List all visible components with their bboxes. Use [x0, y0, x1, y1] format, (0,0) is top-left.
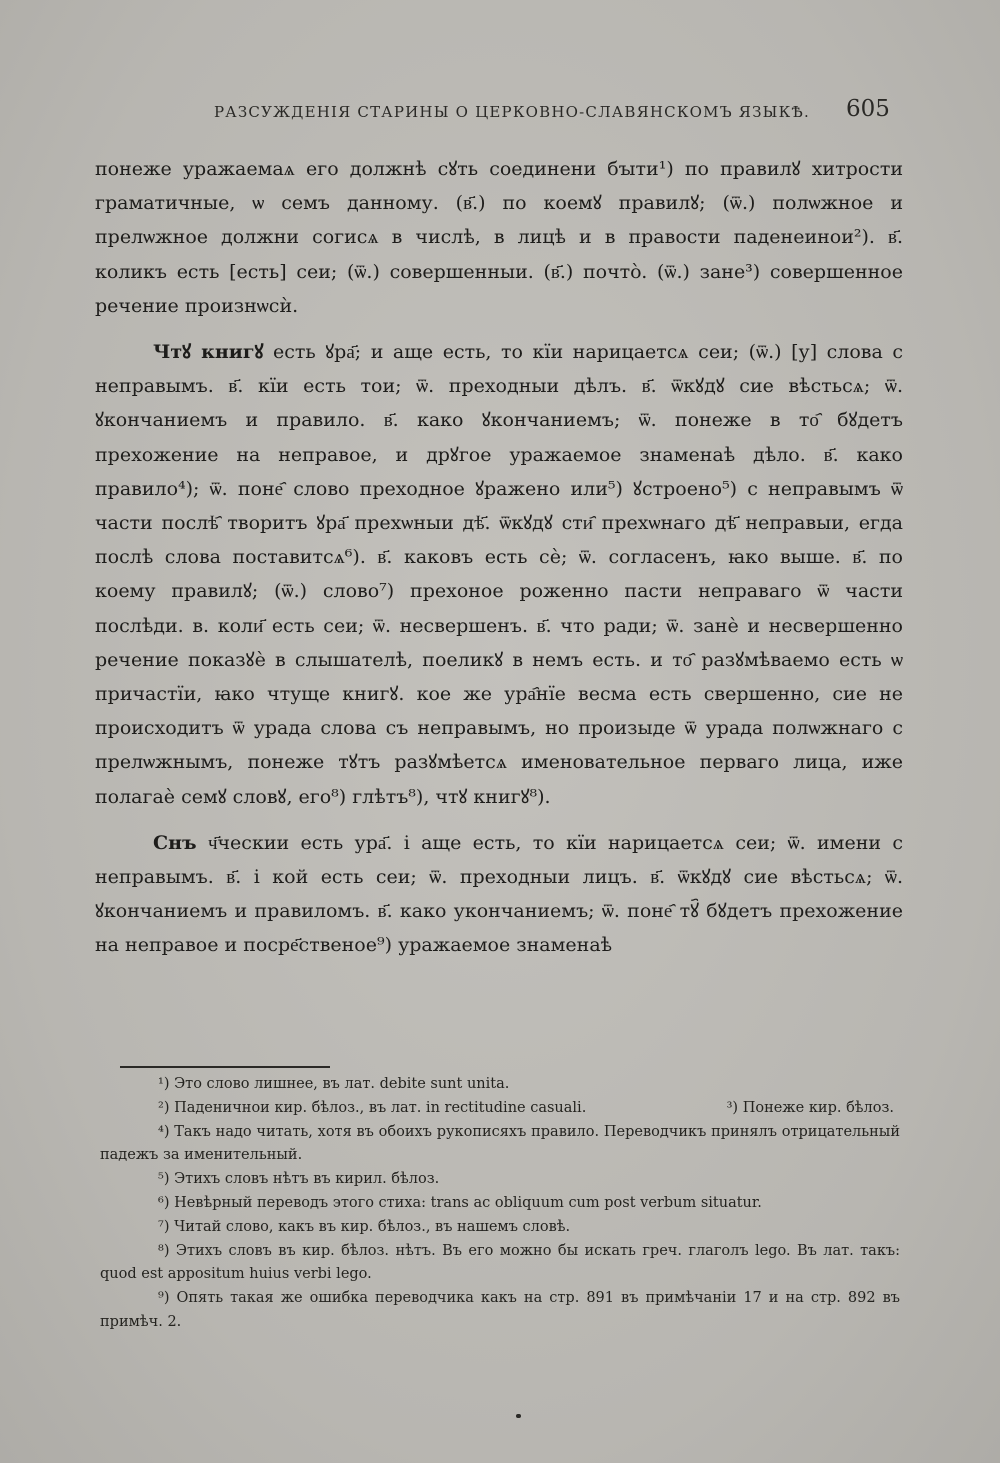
paragraph-1	[95, 152, 903, 323]
footnote-5: ⁵) Этихъ словъ нѣтъ въ кирил. бѣлоз.	[158, 1171, 440, 1188]
footnote-1: ¹) Это слово лишнее, въ лат. debite sunt unita.	[158, 1076, 510, 1092]
footnote-8: ⁸) Этихъ словъ въ кир. бѣлоз. нѣтъ. Въ его можно бы искать греч. глаголъ lego. Въ лат. такъ: quod est appositum huius verbi lego.	[100, 1242, 900, 1283]
paragraph-2	[95, 335, 903, 814]
print-speck	[516, 1414, 521, 1418]
footnotes	[100, 1073, 900, 1335]
paragraph-3-lead: Снъ	[153, 831, 197, 854]
footnote-2: ²) Паденичнои кир. бѣлоз., въ лат. in rectitudine casuali.	[158, 1099, 587, 1116]
footnote-separator	[120, 1066, 330, 1068]
running-header: РАЗСУЖДЕНІЯ СТАРИНЫ О ЦЕРКОВНО-СЛАВЯНСКОМЪ ЯЗЫКѢ.	[214, 103, 811, 121]
page-number: 605	[846, 96, 890, 122]
footnote-row-2-3	[100, 1097, 900, 1121]
paragraph-1-text: понеже уражаемаѧ его должнѣ сꙋть соединени бꙑти¹) по правилꙋ хитрости граматичные, ѡ семъ данному. (в҃.) по коемꙋ правилꙋ; (ѿ.) полѡжное и прелѡжное должни согисѧ в числѣ, в лицѣ и в правости паденеинои²). в҃. коликъ есть [есть] сеи; (ѿ.) совершенныи. (в҃.) почтò. (ѿ.) зане³) совершенное речение произнѡсѝ.	[95, 158, 903, 317]
footnote-6: ⁶) Невѣрный переводъ этого стиха: trans ac obliquum cum post verbum situatur.	[158, 1194, 762, 1211]
paragraph-2-text: есть ꙋра҃; и аще есть, то кїи нарицаетсѧ сеи; (ѿ.) [у] слова с неправымъ. в҃. кїи есть тои; ѿ. преходныи дѣлъ. в҃. ѿкꙋдꙋ сие вѣстьсѧ; ѿ. ꙋкончаниемъ и правило. в҃. како ꙋкончаниемъ; ѿ. понеже в то҄ бꙋдетъ прехожение на неправое, и дрꙋгое уражаемое знаменаѣ дѣло. в҃. како правило⁴); ѿ. поне҄ слово преходное ꙋражено или⁵) ꙋстроено⁵) с неправымъ ѿ части послѣ҄ творитъ ꙋра҃ прехѡныи дѣ҃. ѿкꙋдꙋ сти҄ прехѡнаго дѣ҃ неправыи, егда послѣ слова поставитсѧ⁶). в҃. каковъ есть сѐ; ѿ. согласенъ, ꙗко выше. в҃. по коему правилꙋ; (ѿ.) слово⁷) прехоное роженно пасти неправаго ѿ части послѣди. в. коли҃ есть сеи; ѿ. несвершенъ. в҃. что ради; ѿ. занѐ и несвершенно речение показꙋѐ в слышателѣ, поеликꙋ в немъ есть. и то҄ разꙋмѣваемо есть ѡ причастїи, ꙗко чтуще книгꙋ. кое же ура҄нїе весма есть свершенно, сие не происходитъ ѿ урада слова съ неправымъ, но произыде ѿ урада полѡжнаго с прелѡжнымъ, понеже тꙋтъ разꙋмѣетсѧ именовательное перваго лица, иже полагаѐ семꙋ словꙋ, его⁸) глѣтъ⁸), чтꙋ книгꙋ⁸).	[95, 341, 904, 808]
paragraph-3	[95, 826, 903, 963]
paragraph-2-lead: Чтꙋ книгꙋ	[153, 341, 264, 364]
footnote-9: ⁹) Опять такая же ошибка переводчика какъ на стр. 891 въ примѣчаніи 17 и на стр. 892 въ примѣч. 2.	[100, 1290, 900, 1330]
footnote-3: ³) Понеже кир. бѣлоз.	[726, 1099, 894, 1116]
footnote-4: ⁴) Такъ надо читать, хотя въ обоихъ рукописяхъ правило. Переводчикъ принялъ отрицательный падежъ за именительный.	[100, 1123, 900, 1164]
body-text	[95, 152, 903, 963]
footnote-7: ⁷) Читай слово, какъ въ кир. бѣлоз., въ нашемъ словѣ.	[158, 1218, 571, 1235]
paragraph-3-text: ч҃ческии есть ура҃. і аще есть, то кїи нарицаетсѧ сеи; ѿ. имени с неправымъ. в҃. і кой есть сеи; ѿ. преходныи лицъ. в҃. ѿкꙋдꙋ сие вѣстьсѧ; ѿ. ꙋкончаниемъ и правиломъ. в҃. како укончаниемъ; ѿ. поне҄ тꙋ҄ бꙋдетъ прехожение на неправое и посре҃ственое⁹) уражаемое знаменаѣ	[95, 831, 903, 957]
